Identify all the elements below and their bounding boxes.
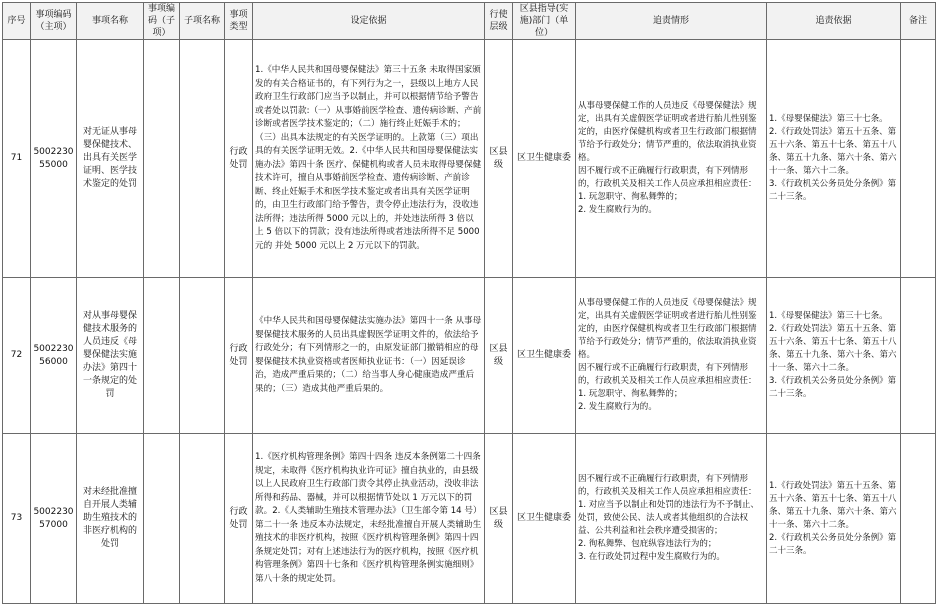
header-basis: 设定依据 bbox=[253, 3, 485, 40]
row-code: 500223055000 bbox=[31, 40, 77, 278]
row-type: 行政处罚 bbox=[225, 278, 253, 434]
header-row bbox=[3, 3, 936, 40]
row-liability bbox=[576, 40, 767, 278]
row-name: 对未经批准擅自开展人类辅助生殖技术的非医疗机构的处罚 bbox=[77, 434, 144, 604]
header-level: 行使层级 bbox=[485, 3, 513, 40]
liability-basis-line: 3.《行政机关公务员处分条例》第二十三条。 bbox=[769, 376, 897, 399]
row-remark bbox=[901, 40, 936, 278]
table-row bbox=[3, 40, 936, 278]
liability-line: 从事母婴保健工作的人员违反《母婴保健法》规定，出具有关虚假医学证明或者进行胎儿性别鉴定的，由医疗保健机构或者卫生行政部门根据情节给予行政处分；情节严重的，依法取消执业资格。 bbox=[578, 101, 757, 163]
row-type: 行政处罚 bbox=[225, 40, 253, 278]
header-name: 事项名称 bbox=[77, 3, 144, 40]
row-subcode bbox=[144, 434, 180, 604]
table-row bbox=[3, 434, 936, 604]
row-dept: 区卫生健康委 bbox=[513, 278, 576, 434]
header-seq: 序号 bbox=[3, 3, 31, 40]
row-subname bbox=[180, 40, 225, 278]
row-basis: 《中华人民共和国母婴保健法实施办法》第四十一条 从事母婴保健技术服务的人员出具虚假医学证明文件的，依法给予行政处分；有下列情形之一的，由原发证部门撤销相应的母婴保健技术执业资格或者医师执业证书：（一）因延误诊治，造成严重后果的；（二）给当事人身心健康造成严重后果的；（三）造成其他严重后果的。 bbox=[253, 278, 485, 434]
row-subname bbox=[180, 434, 225, 604]
row-remark bbox=[901, 434, 936, 604]
header-subname: 子项名称 bbox=[180, 3, 225, 40]
liability-line: 从事母婴保健工作的人员违反《母婴保健法》规定，出具有关虚假医学证明或者进行胎儿性别鉴定的，由医疗保健机构或者卫生行政部门根据情节给予行政处分；情节严重的，依法取消执业资格。 bbox=[578, 298, 757, 360]
row-liability-basis bbox=[767, 278, 901, 434]
matters-table bbox=[2, 2, 936, 604]
row-code: 500223056000 bbox=[31, 278, 77, 434]
liability-line: 1. 对应当予以制止和处罚的违法行为不予制止、处罚，致使公民、法人或者其他组织的合法权益、公共利益和社会秩序遭受损害的； bbox=[578, 500, 759, 536]
row-dept: 区卫生健康委 bbox=[513, 40, 576, 278]
row-level: 区县级 bbox=[485, 40, 513, 278]
header-liability: 追责情形 bbox=[576, 3, 767, 40]
liability-line: 2. 发生腐败行为的。 bbox=[578, 205, 657, 215]
header-subcode: 事项编码（子项） bbox=[144, 3, 180, 40]
row-name: 对从事母婴保健技术服务的人员违反《母婴保健法实施办法》第四十一条规定的处罚 bbox=[77, 278, 144, 434]
liability-line: 2. 徇私舞弊、包庇纵容违法行为的； bbox=[578, 539, 717, 549]
row-seq: 73 bbox=[3, 434, 31, 604]
row-remark bbox=[901, 278, 936, 434]
liability-basis-line: 1.《母婴保健法》第三十七条。 bbox=[769, 311, 888, 321]
row-code: 500223057000 bbox=[31, 434, 77, 604]
row-subname bbox=[180, 278, 225, 434]
header-remark: 备注 bbox=[901, 3, 936, 40]
liability-basis-line: 1.《行政处罚法》第五十五条、第五十六条、第五十七条、第五十八条、第五十九条、第六十条、第六十一条、第六十二条。 bbox=[769, 480, 897, 530]
liability-basis-line: 2.《行政处罚法》第五十五条、第五十六条、第五十七条、第五十八条、第五十九条、第六十条、第六十一条、第六十二条。 bbox=[769, 127, 897, 176]
header-code: 事项编码（主项） bbox=[31, 3, 77, 40]
liability-basis-line: 2.《行政处罚法》第五十五条、第五十六条、第五十七条、第五十八条、第五十九条、第六十条、第六十一条、第六十二条。 bbox=[769, 324, 897, 373]
row-subcode bbox=[144, 40, 180, 278]
liability-basis-line: 2.《行政机关公务员处分条例》第二十三条。 bbox=[769, 532, 897, 556]
row-seq: 72 bbox=[3, 278, 31, 434]
liability-line: 因不履行或不正确履行行政职责，有下列情形的，行政机关及相关工作人员应承担相应责任： bbox=[578, 363, 757, 386]
table-row bbox=[3, 278, 936, 434]
liability-line: 1. 玩忽职守、徇私舞弊的； bbox=[578, 389, 683, 399]
row-name: 对无证从事母婴保健技术、出具有关医学证明、医学技术鉴定的处罚 bbox=[77, 40, 144, 278]
row-type: 行政处罚 bbox=[225, 434, 253, 604]
header-type: 事项类型 bbox=[225, 3, 253, 40]
row-level: 区县级 bbox=[485, 278, 513, 434]
header-dept: 区县指导(实施)部门（单位） bbox=[513, 3, 576, 40]
liability-line: 3. 在行政处罚过程中发生腐败行为的。 bbox=[578, 552, 725, 562]
row-basis: 1.《医疗机构管理条例》第四十四条 违反本条例第二十四条规定，未取得《医疗机构执业许可证》擅自执业的，由县级以上人民政府卫生行政部门责令其停止执业活动，没收非法所得和药品、器械，并可以根据情节处以 1 万元以下的罚款。2.《人类辅助生殖技术管理办法》（卫生部令第 14 号）第二十一条 违反本办法规定，未经批准擅自开展人类辅助生殖技术的非医疗机构，按照《医疗机构管理条例》第四十四条规定处罚；对有上述违法行为的医疗机构，按照《医疗机构管理条例》第四十七条和《医疗机构管理条例实施细则》第八十条的规定处罚。 bbox=[253, 434, 485, 604]
row-level: 区县级 bbox=[485, 434, 513, 604]
row-basis: 1.《中华人民共和国母婴保健法》第三十五条 未取得国家颁发的有关合格证书的，有下列行为之一，县级以上地方人民政府卫生行政部门应当予以制止，并可以根据情节给予警告或者处以罚款:（一）从事婚前医学检查、遗传病诊断、产前诊断或者医学技术鉴定的；（二）施行终止妊娠手术的；（三）出具本法规定的有关医学证明的。上款第（三）项出具的有关医学证明无效。2.《中华人民共和国母婴保健法实施办法》第四十条 医疗、保健机构或者人员未取得母婴保健技术许可，擅自从事婚前医学检查、遗传病诊断、产前诊断、终止妊娠手术和医学技术鉴定或者出具有关医学证明的，由卫生行政部门给予警告，责令停止违法行为，没收违法所得；违法所得 5000 元以上的，并处违法所得 3 倍以上 5 倍以下的罚款；没有违法所得或者违法所得不足 5000 元的 并处 5000 元以上 2 万元以下的罚款。 bbox=[253, 40, 485, 278]
row-liability bbox=[576, 434, 767, 604]
liability-line: 因不履行或不正确履行行政职责，有下列情形的，行政机关及相关工作人员应承担相应责任： bbox=[578, 166, 757, 189]
liability-line: 因不履行或不正确履行行政职责，有下列情形的，行政机关及相关工作人员应承担相应责任： bbox=[578, 474, 757, 497]
row-liability bbox=[576, 278, 767, 434]
liability-basis-line: 1.《母婴保健法》第三十七条。 bbox=[769, 114, 888, 124]
header-liability-basis: 追责依据 bbox=[767, 3, 901, 40]
row-liability-basis bbox=[767, 434, 901, 604]
row-dept: 区卫生健康委 bbox=[513, 434, 576, 604]
liability-line: 1. 玩忽职守、徇私舞弊的； bbox=[578, 192, 683, 202]
row-seq: 71 bbox=[3, 40, 31, 278]
liability-basis-line: 3.《行政机关公务员处分条例》第二十三条。 bbox=[769, 179, 897, 202]
row-liability-basis bbox=[767, 40, 901, 278]
liability-line: 2. 发生腐败行为的。 bbox=[578, 402, 657, 412]
row-subcode bbox=[144, 278, 180, 434]
